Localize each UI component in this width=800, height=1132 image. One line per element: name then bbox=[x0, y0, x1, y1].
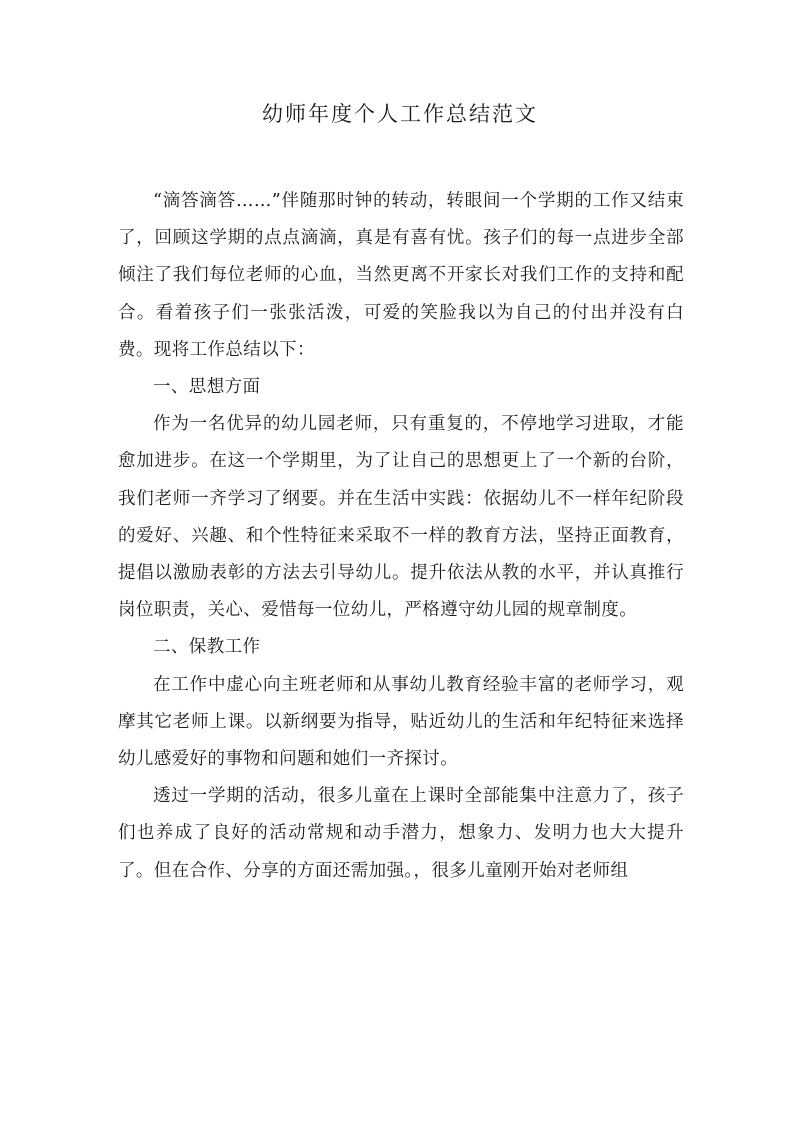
section-heading-teaching: 二、保教工作 bbox=[153, 637, 261, 658]
section-paragraph-teaching-2: 透过一学期的活动，很多儿童在上课时全部能集中注意力了，孩子们也养成了良好的活动常规和动手潜力，想象力、发明力也大大提升了。但在合作、分享的方面还需加强。，很多儿童刚开始对老师组 bbox=[118, 786, 684, 881]
document-body bbox=[118, 183, 684, 890]
page-title: 幼师年度个人工作总结范文 bbox=[262, 102, 538, 126]
section-paragraph-teaching-1: 在工作中虚心向主班老师和从事幼儿教育经验丰富的老师学习，观摩其它老师上课。以新纲要为指导，贴近幼儿的生活和年纪特征来选择幼儿感爱好的事物和问题和她们一齐探讨。 bbox=[118, 674, 684, 770]
section-paragraph-thought: 作为一名优异的幼儿园老师，只有重复的，不停地学习进取，才能愈加进步。在这一个学期里，为了让自己的思想更上了一个新的台阶，我们老师一齐学习了纲要。并在生活中实践：依据幼儿不一样年纪阶段的爱好、兴趣、和个性特征来采取不一样的教育方法，坚持正面教育，提倡以激励表彰的方法去引导幼儿。提升依法从教的水平，并认真推行岗位职责，关心、爱惜每一位幼儿，严格遵守幼儿园的规章制度。 bbox=[118, 414, 684, 621]
intro-paragraph: “滴答滴答……”伴随那时钟的转动，转眼间一个学期的工作又结束了，回顾这学期的点点滴滴，真是有喜有忧。孩子们的每一点进步全部倾注了我们每位老师的心血，当然更离不开家长对我们工作的支持和配合。看着孩子们一张张活泼，可爱的笑脸我以为自己的付出并没有白费。现将工作总结以下： bbox=[118, 191, 684, 360]
section-heading-thought: 一、思想方面 bbox=[153, 377, 261, 398]
